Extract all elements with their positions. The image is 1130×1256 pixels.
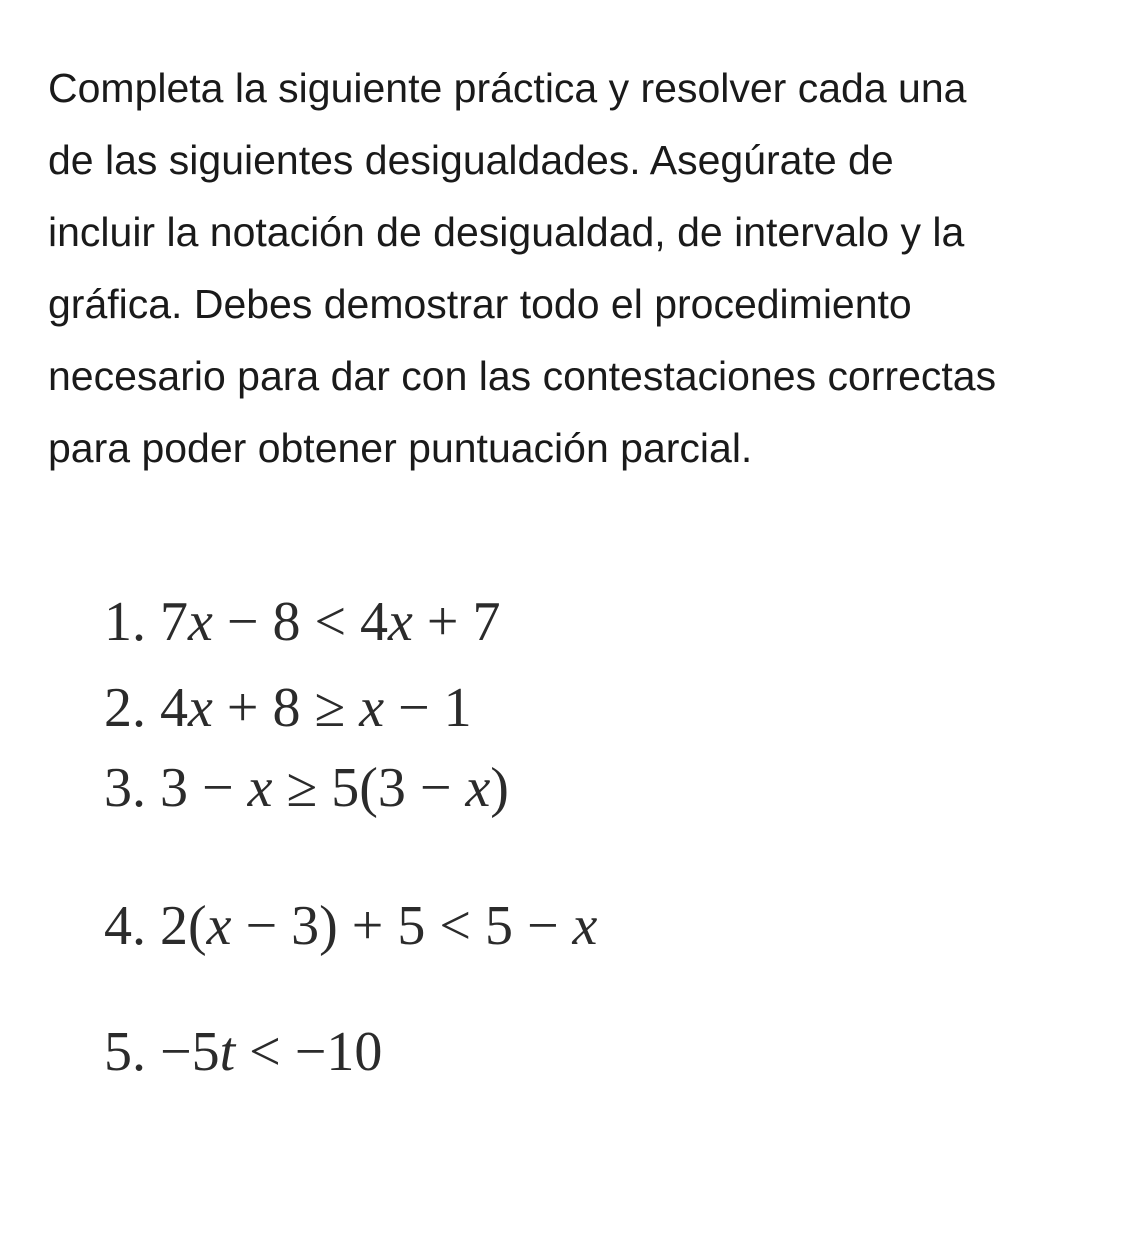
inequality-item	[104, 676, 472, 740]
inequality-item	[104, 894, 597, 958]
instructions-line: necesario para dar con las contestaciones correctas	[48, 353, 997, 399]
instructions-line: gráfica. Debes demostrar todo el procedimiento	[48, 281, 912, 327]
instructions-line: de las siguientes desigualdades. Asegúrate de	[48, 137, 894, 183]
instructions-line: para poder obtener puntuación parcial.	[48, 425, 753, 471]
item-number: 2.	[104, 677, 146, 739]
item-number: 3.	[104, 757, 146, 819]
inequality-expression: 4x + 8 ≥ x − 1	[160, 677, 472, 739]
inequality-item	[104, 756, 509, 820]
inequality-expression: 7x − 8 < 4x + 7	[160, 591, 501, 653]
inequality-item	[104, 590, 501, 654]
inequality-item	[104, 1020, 382, 1084]
inequality-expression: 2(x − 3) + 5 < 5 − x	[160, 895, 598, 957]
instructions-paragraph	[48, 52, 1123, 484]
instructions-line: incluir la notación de desigualdad, de intervalo y la	[48, 209, 965, 255]
item-number: 4.	[104, 895, 146, 957]
inequality-expression: −5t < −10	[160, 1021, 383, 1083]
inequality-expression: 3 − x ≥ 5(3 − x)	[160, 757, 509, 819]
instructions-line: Completa la siguiente práctica y resolver cada una	[48, 65, 967, 111]
item-number: 1.	[104, 591, 146, 653]
item-number: 5.	[104, 1021, 146, 1083]
